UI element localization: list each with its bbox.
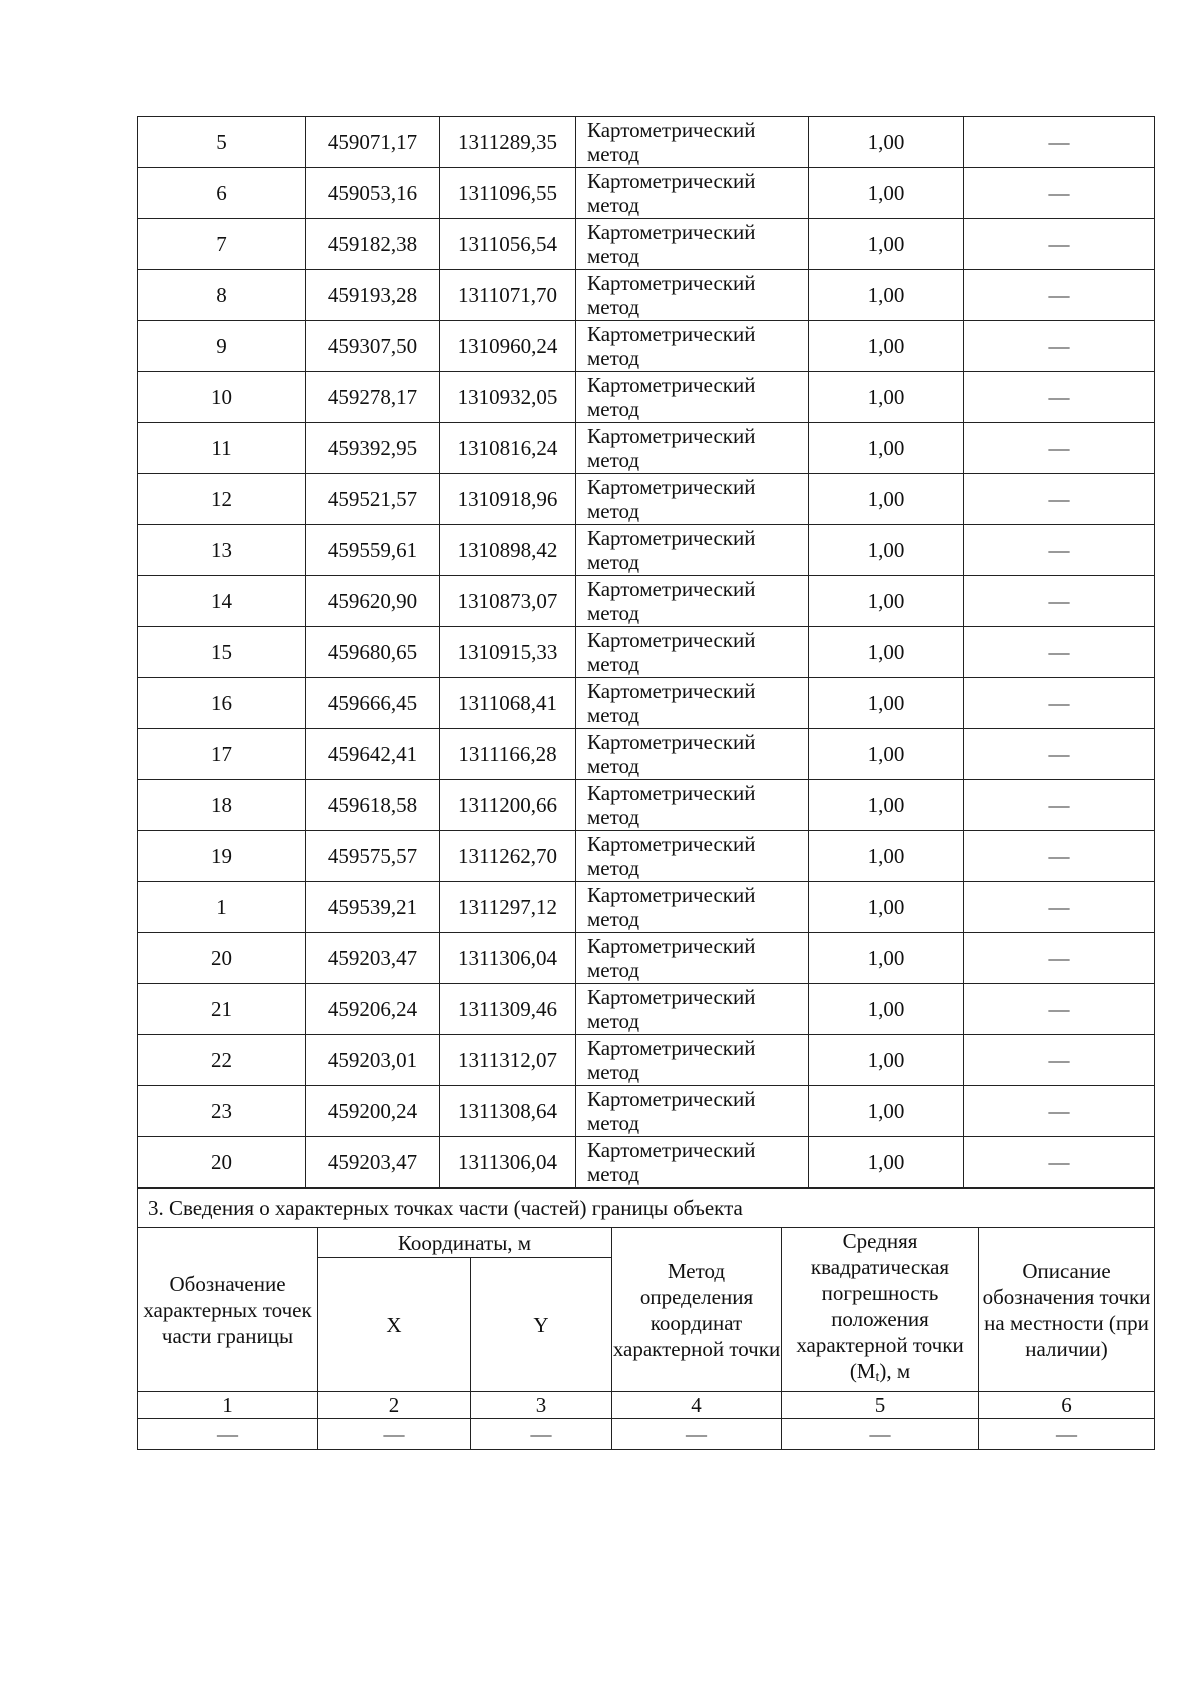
accuracy-cell: 1,00	[809, 678, 964, 729]
x-coordinate-cell: 459182,38	[306, 219, 440, 270]
point-number-cell: 8	[138, 270, 306, 321]
description-cell: —	[964, 219, 1155, 270]
point-number-cell: 11	[138, 423, 306, 474]
header-accuracy-prefix: Средняя квадратическая погрешность положения характерной точки (M	[796, 1229, 964, 1383]
method-cell: Картометрический метод	[576, 219, 809, 270]
point-number-cell: 18	[138, 780, 306, 831]
y-coordinate-cell: 1311306,04	[440, 933, 576, 984]
empty-cell: —	[612, 1419, 782, 1450]
description-cell: —	[964, 321, 1155, 372]
table-row	[138, 270, 1155, 321]
section3-title: 3. Сведения о характерных точках части (частей) границы объекта	[138, 1189, 1155, 1228]
description-cell: —	[964, 423, 1155, 474]
x-coordinate-cell: 459642,41	[306, 729, 440, 780]
empty-cell: —	[318, 1419, 471, 1450]
point-number-cell: 14	[138, 576, 306, 627]
y-coordinate-cell: 1310816,24	[440, 423, 576, 474]
accuracy-cell: 1,00	[809, 882, 964, 933]
description-cell: —	[964, 831, 1155, 882]
empty-cell: —	[471, 1419, 612, 1450]
table-row	[138, 321, 1155, 372]
method-cell: Картометрический метод	[576, 678, 809, 729]
accuracy-cell: 1,00	[809, 525, 964, 576]
description-cell: —	[964, 627, 1155, 678]
y-coordinate-cell: 1311312,07	[440, 1035, 576, 1086]
empty-cell: —	[782, 1419, 979, 1450]
table-row	[138, 525, 1155, 576]
y-coordinate-cell: 1311056,54	[440, 219, 576, 270]
description-cell: —	[964, 882, 1155, 933]
accuracy-cell: 1,00	[809, 474, 964, 525]
y-coordinate-cell: 1311200,66	[440, 780, 576, 831]
method-cell: Картометрический метод	[576, 168, 809, 219]
header-method: Метод определения координат характерной точки	[612, 1228, 782, 1392]
accuracy-cell: 1,00	[809, 321, 964, 372]
method-cell: Картометрический метод	[576, 831, 809, 882]
x-coordinate-cell: 459071,17	[306, 117, 440, 168]
description-cell: —	[964, 525, 1155, 576]
method-cell: Картометрический метод	[576, 1137, 809, 1188]
x-coordinate-cell: 459203,47	[306, 1137, 440, 1188]
y-coordinate-cell: 1310960,24	[440, 321, 576, 372]
description-cell: —	[964, 933, 1155, 984]
header-accuracy-suffix: ), м	[879, 1359, 911, 1383]
x-coordinate-cell: 459539,21	[306, 882, 440, 933]
table-row	[138, 423, 1155, 474]
method-cell: Картометрический метод	[576, 117, 809, 168]
description-cell: —	[964, 729, 1155, 780]
point-number-cell: 7	[138, 219, 306, 270]
accuracy-cell: 1,00	[809, 219, 964, 270]
y-coordinate-cell: 1311262,70	[440, 831, 576, 882]
header-accuracy	[782, 1228, 979, 1392]
point-number-cell: 23	[138, 1086, 306, 1137]
method-cell: Картометрический метод	[576, 525, 809, 576]
table-row	[138, 780, 1155, 831]
method-cell: Картометрический метод	[576, 1035, 809, 1086]
method-cell: Картометрический метод	[576, 576, 809, 627]
header-designation: Обозначение характерных точек части границы	[138, 1228, 318, 1392]
x-coordinate-cell: 459203,01	[306, 1035, 440, 1086]
point-number-cell: 12	[138, 474, 306, 525]
table-row	[138, 882, 1155, 933]
point-number-cell: 19	[138, 831, 306, 882]
point-number-cell: 5	[138, 117, 306, 168]
description-cell: —	[964, 984, 1155, 1035]
accuracy-cell: 1,00	[809, 168, 964, 219]
point-number-cell: 13	[138, 525, 306, 576]
section3-table	[137, 1188, 1155, 1450]
method-cell: Картометрический метод	[576, 627, 809, 678]
accuracy-cell: 1,00	[809, 933, 964, 984]
y-coordinate-cell: 1310873,07	[440, 576, 576, 627]
y-coordinate-cell: 1311306,04	[440, 1137, 576, 1188]
accuracy-cell: 1,00	[809, 117, 964, 168]
table-row	[138, 576, 1155, 627]
header-accuracy-sub: t	[875, 1370, 880, 1385]
column-number: 2	[318, 1392, 471, 1419]
accuracy-cell: 1,00	[809, 1086, 964, 1137]
point-number-cell: 17	[138, 729, 306, 780]
point-number-cell: 9	[138, 321, 306, 372]
accuracy-cell: 1,00	[809, 372, 964, 423]
point-number-cell: 21	[138, 984, 306, 1035]
method-cell: Картометрический метод	[576, 270, 809, 321]
method-cell: Картометрический метод	[576, 321, 809, 372]
y-coordinate-cell: 1311289,35	[440, 117, 576, 168]
y-coordinate-cell: 1310932,05	[440, 372, 576, 423]
y-coordinate-cell: 1311309,46	[440, 984, 576, 1035]
point-number-cell: 1	[138, 882, 306, 933]
y-coordinate-cell: 1311308,64	[440, 1086, 576, 1137]
header-coordinates: Координаты, м	[318, 1228, 612, 1258]
table-row	[138, 117, 1155, 168]
x-coordinate-cell: 459206,24	[306, 984, 440, 1035]
x-coordinate-cell: 459618,58	[306, 780, 440, 831]
table-row	[138, 168, 1155, 219]
table-row	[138, 678, 1155, 729]
x-coordinate-cell: 459575,57	[306, 831, 440, 882]
accuracy-cell: 1,00	[809, 831, 964, 882]
method-cell: Картометрический метод	[576, 984, 809, 1035]
empty-cell: —	[979, 1419, 1155, 1450]
description-cell: —	[964, 117, 1155, 168]
accuracy-cell: 1,00	[809, 576, 964, 627]
accuracy-cell: 1,00	[809, 780, 964, 831]
table-row	[138, 474, 1155, 525]
y-coordinate-cell: 1310898,42	[440, 525, 576, 576]
column-number: 1	[138, 1392, 318, 1419]
description-cell: —	[964, 270, 1155, 321]
column-number: 3	[471, 1392, 612, 1419]
header-x: X	[318, 1258, 471, 1392]
method-cell: Картометрический метод	[576, 1086, 809, 1137]
y-coordinate-cell: 1310915,33	[440, 627, 576, 678]
header-description: Описание обозначения точки на местности (при наличии)	[979, 1228, 1155, 1392]
x-coordinate-cell: 459200,24	[306, 1086, 440, 1137]
method-cell: Картометрический метод	[576, 474, 809, 525]
x-coordinate-cell: 459307,50	[306, 321, 440, 372]
description-cell: —	[964, 678, 1155, 729]
y-coordinate-cell: 1311096,55	[440, 168, 576, 219]
description-cell: —	[964, 576, 1155, 627]
accuracy-cell: 1,00	[809, 1137, 964, 1188]
column-number: 6	[979, 1392, 1155, 1419]
accuracy-cell: 1,00	[809, 1035, 964, 1086]
x-coordinate-cell: 459559,61	[306, 525, 440, 576]
point-number-cell: 10	[138, 372, 306, 423]
x-coordinate-cell: 459666,45	[306, 678, 440, 729]
table-row	[138, 627, 1155, 678]
description-cell: —	[964, 1137, 1155, 1188]
y-coordinate-cell: 1311068,41	[440, 678, 576, 729]
description-cell: —	[964, 1035, 1155, 1086]
description-cell: —	[964, 780, 1155, 831]
point-number-cell: 15	[138, 627, 306, 678]
description-cell: —	[964, 474, 1155, 525]
method-cell: Картометрический метод	[576, 780, 809, 831]
table-row	[138, 831, 1155, 882]
table-row	[138, 219, 1155, 270]
x-coordinate-cell: 459521,57	[306, 474, 440, 525]
boundary-points-table-body	[138, 117, 1155, 1188]
y-coordinate-cell: 1310918,96	[440, 474, 576, 525]
point-number-cell: 16	[138, 678, 306, 729]
x-coordinate-cell: 459278,17	[306, 372, 440, 423]
y-coordinate-cell: 1311166,28	[440, 729, 576, 780]
point-number-cell: 6	[138, 168, 306, 219]
point-number-cell: 20	[138, 1137, 306, 1188]
column-number: 4	[612, 1392, 782, 1419]
accuracy-cell: 1,00	[809, 984, 964, 1035]
method-cell: Картометрический метод	[576, 729, 809, 780]
accuracy-cell: 1,00	[809, 423, 964, 474]
x-coordinate-cell: 459680,65	[306, 627, 440, 678]
accuracy-cell: 1,00	[809, 729, 964, 780]
x-coordinate-cell: 459053,16	[306, 168, 440, 219]
table-row	[138, 1137, 1155, 1188]
table-row	[138, 1035, 1155, 1086]
y-coordinate-cell: 1311071,70	[440, 270, 576, 321]
method-cell: Картометрический метод	[576, 933, 809, 984]
x-coordinate-cell: 459392,95	[306, 423, 440, 474]
point-number-cell: 22	[138, 1035, 306, 1086]
accuracy-cell: 1,00	[809, 270, 964, 321]
description-cell: —	[964, 1086, 1155, 1137]
method-cell: Картометрический метод	[576, 423, 809, 474]
description-cell: —	[964, 372, 1155, 423]
table-row	[138, 372, 1155, 423]
x-coordinate-cell: 459193,28	[306, 270, 440, 321]
table-row	[138, 729, 1155, 780]
table-row	[138, 1086, 1155, 1137]
method-cell: Картометрический метод	[576, 372, 809, 423]
y-coordinate-cell: 1311297,12	[440, 882, 576, 933]
column-number: 5	[782, 1392, 979, 1419]
header-y: Y	[471, 1258, 612, 1392]
table-row	[138, 933, 1155, 984]
empty-cell: —	[138, 1419, 318, 1450]
point-number-cell: 20	[138, 933, 306, 984]
x-coordinate-cell: 459620,90	[306, 576, 440, 627]
description-cell: —	[964, 168, 1155, 219]
table-row	[138, 984, 1155, 1035]
document-page	[137, 116, 1154, 1450]
boundary-points-table	[137, 116, 1155, 1188]
method-cell: Картометрический метод	[576, 882, 809, 933]
accuracy-cell: 1,00	[809, 627, 964, 678]
x-coordinate-cell: 459203,47	[306, 933, 440, 984]
